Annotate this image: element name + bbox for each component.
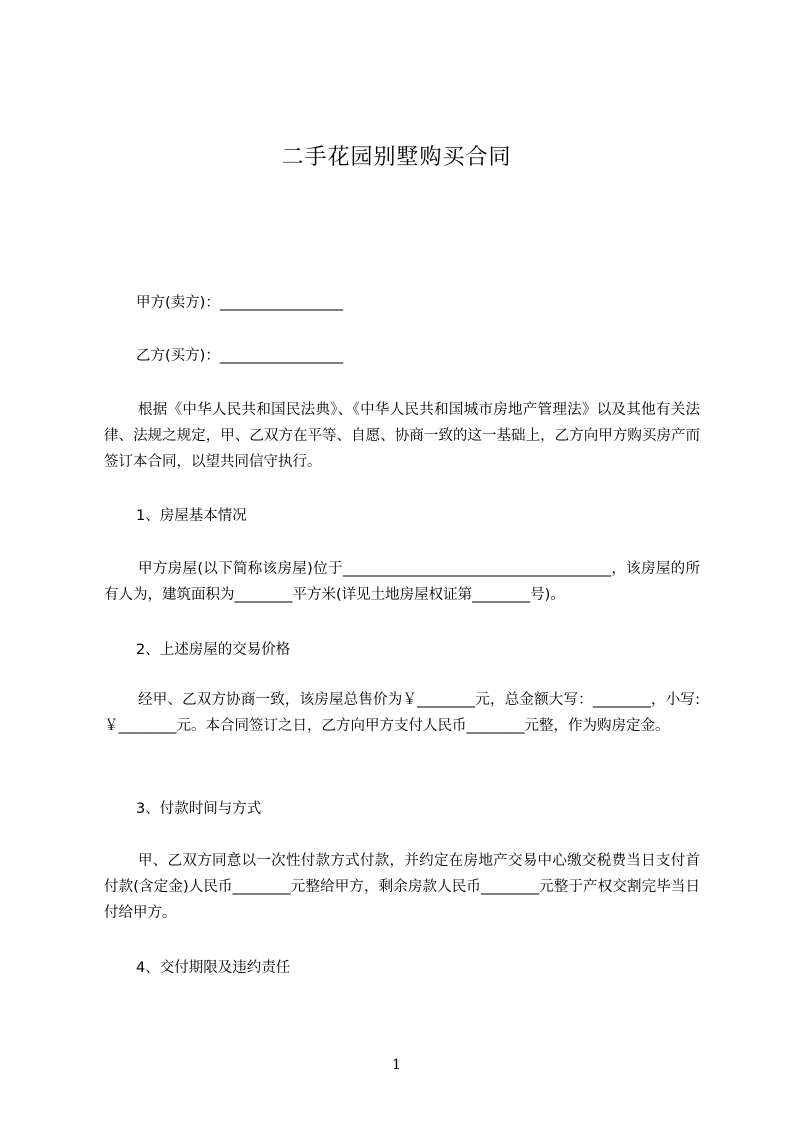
- party-a-line: 甲方(卖方)：_________________: [136, 295, 344, 311]
- document-title: 二手花园别墅购买合同: [281, 145, 512, 170]
- section-body-1: 甲方房屋(以下简称该房屋)位于_____________________________________，该房屋的所有人为，建筑面积为________平方米(详见土地房屋权证第________号)。: [104, 561, 700, 603]
- page-number: 1: [392, 1057, 401, 1073]
- section-body-2: 经甲、乙双方协商一致，该房屋总售价为￥________元，总金额大写：________，小写:￥________元。本合同签订之日，乙方向甲方支付人民币________元整，作为购房定金。: [104, 692, 700, 734]
- section-heading-3: 3、付款时间与方式: [136, 801, 262, 817]
- party-b-line: 乙方(买方)：_________________: [136, 348, 344, 364]
- section-heading-2: 2、上述房屋的交易价格: [136, 642, 291, 658]
- section-body-3: 甲、乙双方同意以一次性付款方式付款，并约定在房地产交易中心缴交税费当日支付首付款(含定金)人民币________元整给甲方，剩余房款人民币________元整于产权交割完毕当日付给甲方。: [104, 853, 700, 921]
- section-heading-4: 4、交付期限及违约责任: [136, 960, 291, 976]
- section-heading-1: 1、房屋基本情况: [136, 508, 247, 524]
- preamble-paragraph: 根据《中华人民共和国民法典》、《中华人民共和国城市房地产管理法》以及其他有关法律、法规之规定，甲、乙双方在平等、自愿、协商一致的这一基础上，乙方向甲方购买房产而签订本合同，以望共同信守执行。: [104, 402, 700, 470]
